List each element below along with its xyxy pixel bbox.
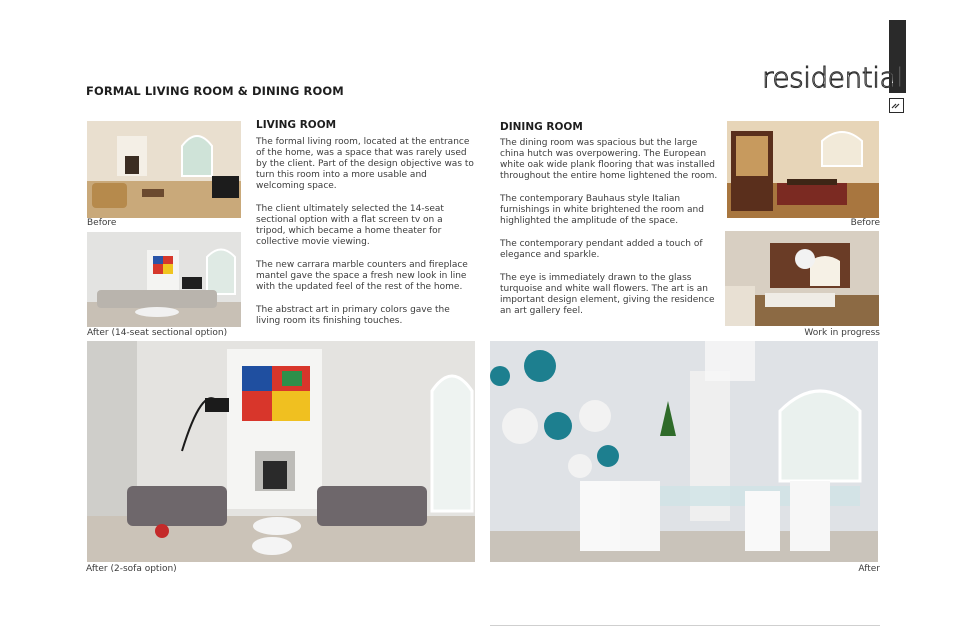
dining-room-text (500, 138, 718, 329)
dining-before-photo (727, 121, 879, 218)
dining-paragraph: The contemporary Bauhaus style Italian furnishings in white brightened the room and highlighted the amplitude of the space. (500, 194, 704, 226)
dining-room-heading: DINING ROOM (500, 121, 583, 133)
living-after-sofa-photo (87, 341, 475, 562)
living-before-caption: Before (87, 218, 117, 228)
living-after-sofa-caption: After (2-sofa option) (86, 564, 177, 574)
living-after-sectional-caption: After (14-seat sectional option) (87, 328, 228, 338)
brand-logo: residential (762, 61, 904, 94)
living-after-sectional-photo (87, 232, 241, 327)
living-room-heading: LIVING ROOM (256, 119, 337, 131)
diagonal-lines-icon (889, 98, 904, 113)
living-paragraph: The formal living room, located at the entrance of the home, was a space that was rarely used by the client. Part of the design objective was to turn this room into a more usable and welcoming space. (256, 137, 474, 191)
living-paragraph: The client ultimately selected the 14-seat sectional option with a flat screen tv on a tripod, which became a home theater for collective movie viewing. (256, 204, 444, 247)
dining-paragraph: The contemporary pendant added a touch of elegance and sparkle. (500, 239, 703, 260)
dining-progress-photo (725, 231, 879, 326)
dining-after-photo (490, 341, 878, 562)
dining-paragraph: The eye is immediately drawn to the glass turquoise and white wall flowers. The art is an important design element, giving the residence an art gallery feel. (500, 273, 715, 316)
dining-progress-caption: Work in progress (804, 328, 880, 338)
living-room-text (256, 137, 474, 339)
living-before-photo (87, 121, 241, 218)
dining-paragraph: The dining room was spacious but the large china hutch was overpowering. The European white oak wide plank flooring that was installed throughout the entire home lightened the room. (500, 138, 718, 181)
living-paragraph: The new carrara marble counters and fireplace mantel gave the space a fresh new look in line with the updated feel of the rest of the home. (256, 260, 468, 292)
dining-after-caption: After (858, 564, 880, 574)
living-paragraph: The abstract art in primary colors gave the living room its finishing touches. (256, 305, 450, 326)
page-title: FORMAL LIVING ROOM & DINING ROOM (86, 84, 344, 98)
dining-before-caption: Before (850, 218, 880, 228)
